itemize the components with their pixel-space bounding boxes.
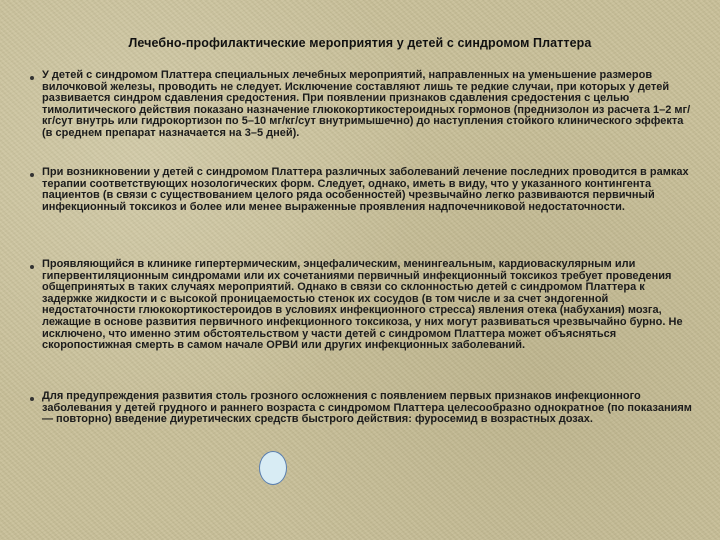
bullet-dot-icon xyxy=(30,265,34,269)
bullet-item xyxy=(20,70,700,140)
bullet-text: Проявляющийся в клинике гипертермическим, энцефалическим, менингеальным, кардиоваскулярным или гипервентиляционным синдромами или их сочетаниями первичный инфекционный токсикоз требует проведения общепринятых в таких случаях мероприятий. Однако в связи со склонностью детей с синдромом Платтера к задержке жидкости и с высокой проницаемостью стенок их сосудов (в том числе и за счет эндогенной недостаточности глюкокортикостероидов в условиях инфекционного стресса) явления отека (набухания) мозга, лежащие в основе развития первичного инфекционного токсикоза, у них могут развиваться чрезвычайно бурно. Не исключено, что именно этим обстоятельством у части детей с синдромом Платтера может объясняться скоропостижная смерть в самом начале ОРВИ или других инфекционных заболеваний. xyxy=(42,258,683,352)
oval-shape xyxy=(259,451,287,485)
bullet-item xyxy=(20,391,700,426)
slide-title: Лечебно-профилактические мероприятия у детей с синдромом Платтера xyxy=(128,36,592,50)
bullet-text: Для предупреждения развития столь грозного осложнения с появлением первых признаков инфекционного заболевания у детей грудного и раннего возраста с синдромом Платтера целесообразно однократное (по показаниям — повторно) введение диуретических средств быстрого действия: фуросемид в возрастных дозах. xyxy=(42,390,692,426)
bullet-item xyxy=(20,259,700,352)
bullet-dot-icon xyxy=(30,76,34,80)
bullet-dot-icon xyxy=(30,173,34,177)
bullet-dot-icon xyxy=(30,397,34,401)
bullet-text: У детей с синдромом Платтера специальных лечебных мероприятий, направленных на уменьшение размеров вилочковой железы, проводить не следует. Исключение составляют лишь те редкие случаи, при которых у детей развивается синдром сдавления средостения. При появлении признаков сдавления средостения с целью тимолитического действия показано назначение глюкокортикостероидных гормонов (преднизолон из расчета 1–2 мг/кг/сут внутрь или гидрокортизон по 5–10 мг/кг/сут внутримышечно) до наступления стойкого клинического эффекта (в среднем препарат назначается на 3–5 дней). xyxy=(42,69,691,139)
bullet-item xyxy=(20,167,700,213)
bullet-text: При возникновении у детей с синдромом Платтера различных заболеваний лечение последних проводится в рамках терапии соответствующих нозологических форм. Следует, однако, иметь в виду, что у указанного контингента пациентов (в связи с существованием целого ряда особенностей) чрезвычайно легко развиваются первичный инфекционный токсикоз и более или менее выраженные проявления надпочечниковой недостаточности. xyxy=(42,166,689,213)
